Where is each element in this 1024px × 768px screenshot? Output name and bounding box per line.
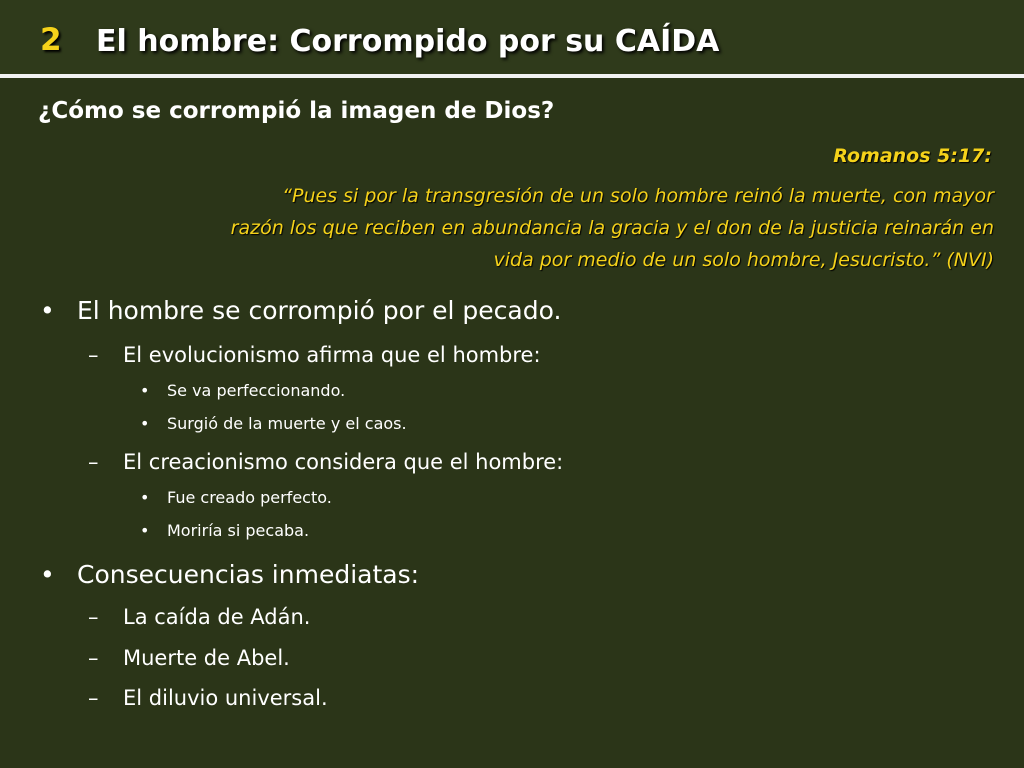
sub-sub-bullet-text: Se va perfeccionando. [167,381,346,400]
bullet-item [40,296,561,325]
bullet-marker: • [40,560,55,589]
sub-sub-bullet-text: Surgió de la muerte y el caos. [167,414,407,433]
slide-title: El hombre: Corrompido por su CAÍDA [96,24,720,59]
dash-marker: – [88,343,99,367]
bullet-marker: • [140,488,150,507]
sub-sub-bullet-text: Moriría si pecaba. [167,521,310,540]
dash-marker: – [88,686,99,710]
bullet-item [40,560,419,589]
bullet-marker: • [140,414,150,433]
sub-bullet-item [88,686,328,710]
sub-sub-bullet-text: Fue creado perfecto. [167,488,332,507]
sub-bullet-text: La caída de Adán. [123,605,311,629]
sub-sub-bullet-item [140,521,309,540]
dash-marker: – [88,450,99,474]
bullet-marker: • [140,521,150,540]
bullet-text: El hombre se corrompió por el pecado. [77,296,562,325]
scripture-quote-line: “Pues si por la transgresión de un solo hombre reinó la muerte, con mayor [282,185,994,207]
sub-sub-bullet-item [140,381,345,400]
sub-bullet-item [88,646,290,670]
scripture-quote-line: razón los que reciben en abundancia la gracia y el don de la justicia reinarán en [230,217,994,239]
sub-sub-bullet-item [140,414,407,433]
sub-bullet-text: Muerte de Abel. [123,646,290,670]
sub-bullet-item [88,605,310,629]
dash-marker: – [88,646,99,670]
bullet-marker: • [40,296,55,325]
sub-sub-bullet-item [140,488,332,507]
bullet-marker: • [140,381,150,400]
sub-bullet-item [88,343,541,367]
sub-bullet-text: El diluvio universal. [123,686,328,710]
slide-number: 2 [40,22,62,58]
sub-bullet-text: El creacionismo considera que el hombre: [123,450,564,474]
dash-marker: – [88,605,99,629]
subtitle-question: ¿Cómo se corrompió la imagen de Dios? [38,98,555,124]
bullet-text: Consecuencias inmediatas: [77,560,420,589]
sub-bullet-text: El evolucionismo afirma que el hombre: [123,343,541,367]
scripture-quote-line: vida por medio de un solo hombre, Jesucristo.” (NVI) [493,249,994,271]
scripture-reference: Romanos 5:17: [833,145,992,167]
sub-bullet-item [88,450,563,474]
